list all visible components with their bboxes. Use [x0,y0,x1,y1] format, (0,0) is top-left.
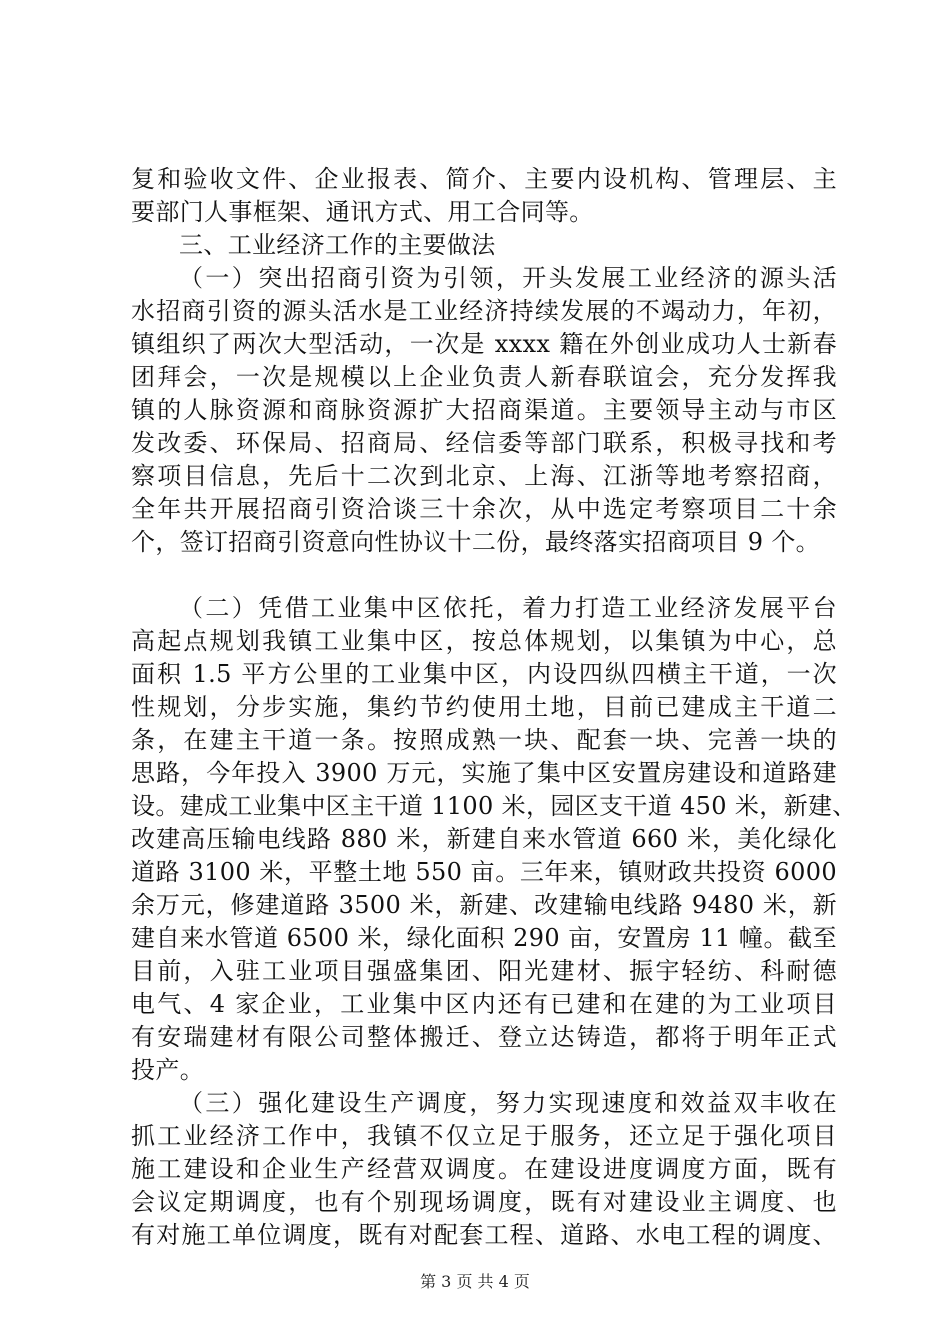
text-line: 发改委、环保局、招商局、经信委等部门联系，积极寻找和考 [131,429,837,457]
page-number-label: 第 3 页 共 4 页 [420,1272,530,1291]
paragraph-gap [131,559,837,592]
text-line: 余万元，修建道路 3500 米，新建、改建输电线路 9480 米，新 [131,891,837,919]
paragraph-investment [131,262,837,559]
text-line: 改建高压输电线路 880 米，新建自来水管道 660 米，美化绿化 [131,825,837,853]
text-line: 抓工业经济工作中，我镇不仅立足于服务，还立足于强化项目 [131,1122,837,1150]
text-line: 水招商引资的源头活水是工业经济持续发展的不竭动力，年初， [131,297,837,325]
text-line: 要部门人事框架、通讯方式、用工合同等。 [131,198,594,226]
text-line: 团拜会，一次是规模以上企业负责人新春联谊会，充分发挥我 [131,363,837,391]
text-line: 条，在建主干道一条。按照成熟一块、配套一块、完善一块的 [131,726,837,754]
text-line: 面积 1.5 平方公里的工业集中区，内设四纵四横主干道，一次 [131,660,837,688]
text-line: 察项目信息，先后十二次到北京、上海、江浙等地考察招商， [131,462,837,490]
text-line: 个，签订招商引资意向性协议十二份，最终落实招商项目 9 个。 [131,528,821,556]
text-line: 复和验收文件、企业报表、简介、主要内设机构、管理层、主 [131,165,837,193]
text-line: 镇的人脉资源和商脉资源扩大招商渠道。主要领导主动与市区 [131,396,837,424]
text-line: 镇组织了两次大型活动，一次是 xxxx 籍在外创业成功人士新春 [131,330,837,358]
document-body [131,163,857,1252]
text-line: 建自来水管道 6500 米，绿化面积 290 亩，安置房 11 幢。截至 [131,924,837,952]
paragraph-continued [131,163,837,229]
text-line: 有对施工单位调度，既有对配套工程、道路、水电工程的调度、 [131,1221,837,1249]
paragraph-industrial-zone [131,592,857,1087]
text-line: （一）突出招商引资为引领，开头发展工业经济的源头活 [179,264,837,292]
paragraph-scheduling [131,1087,837,1252]
text-line: 设。建成工业集中区主干道 1100 米，园区支干道 450 米，新建、 [131,792,857,820]
heading-text: 三、工业经济工作的主要做法 [179,231,496,259]
text-line: 投产。 [131,1056,205,1084]
text-line: 道路 3100 米，平整土地 550 亩。三年来，镇财政共投资 6000 [131,858,837,886]
text-line: 施工建设和企业生产经营双调度。在建设进度调度方面，既有 [131,1155,837,1183]
text-line: 目前，入驻工业项目强盛集团、阳光建材、振宇轻纺、科耐德 [131,957,837,985]
text-line: （三）强化建设生产调度，努力实现速度和效益双丰收在 [179,1089,837,1117]
text-line: （二）凭借工业集中区依托，着力打造工业经济发展平台 [179,594,837,622]
text-line: 全年共开展招商引资洽谈三十余次，从中选定考察项目二十余 [131,495,837,523]
page-footer [0,1272,950,1292]
section-heading-3 [131,229,837,262]
text-line: 电气、4 家企业，工业集中区内还有已建和在建的为工业项目 [131,990,837,1018]
text-line: 有安瑞建材有限公司整体搬迁、登立达铸造，都将于明年正式 [131,1023,837,1051]
text-line: 会议定期调度，也有个别现场调度，既有对建设业主调度、也 [131,1188,837,1216]
text-line: 性规划，分步实施，集约节约使用土地，目前已建成主干道二 [131,693,837,721]
text-line: 高起点规划我镇工业集中区，按总体规划，以集镇为中心，总 [131,627,837,655]
text-line: 思路，今年投入 3900 万元，实施了集中区安置房建设和道路建 [131,759,837,787]
